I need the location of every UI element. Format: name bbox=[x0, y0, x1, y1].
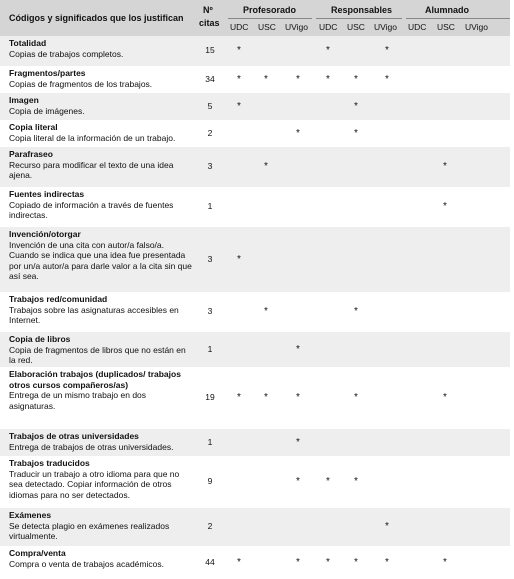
mention-mark: * bbox=[296, 344, 300, 355]
mention-mark: * bbox=[237, 45, 241, 56]
code-title: Trabajos red/comunidad bbox=[9, 294, 108, 304]
code-description: Copia de fragmentos de libros que no están en la red. bbox=[9, 344, 186, 365]
code-title: Copia de libros bbox=[9, 334, 71, 344]
mention-mark: * bbox=[354, 306, 358, 317]
code-description: Se detecta plagio en exámenes realizados virtualmente. bbox=[9, 520, 170, 541]
mention-mark: * bbox=[237, 101, 241, 112]
mention-mark: * bbox=[354, 476, 358, 487]
table-row bbox=[0, 120, 510, 147]
mention-mark: * bbox=[443, 557, 447, 568]
mention-mark: * bbox=[326, 74, 330, 85]
row-label bbox=[9, 122, 194, 143]
citation-count: 34 bbox=[205, 74, 215, 84]
col-resp-udc: UDC bbox=[319, 22, 338, 32]
mention-mark: * bbox=[443, 392, 447, 403]
group-profesorado: Profesorado bbox=[243, 5, 297, 15]
col-prof-uvigo: UVigo bbox=[285, 22, 308, 32]
citation-count: 3 bbox=[207, 306, 213, 316]
row-label bbox=[9, 369, 194, 411]
mention-mark: * bbox=[443, 161, 447, 172]
mention-mark: * bbox=[326, 476, 330, 487]
mention-mark: * bbox=[264, 74, 268, 85]
citation-count: 1 bbox=[207, 344, 213, 354]
mention-mark: * bbox=[237, 392, 241, 403]
table-row bbox=[0, 508, 510, 546]
code-description: Traducir un trabajo a otro idioma para que no sea detectado. Copiar información de otros idiomas para no ser detectados. bbox=[9, 468, 180, 500]
code-title: Trabajos traducidos bbox=[9, 458, 90, 468]
mention-mark: * bbox=[296, 437, 300, 448]
mention-mark: * bbox=[296, 74, 300, 85]
code-description: Copias de trabajos completos. bbox=[9, 48, 124, 59]
code-description: Copiado de información a través de fuentes indirectas. bbox=[9, 199, 174, 220]
col-alum-udc: UDC bbox=[408, 22, 427, 32]
group-divider-profesorado bbox=[228, 18, 312, 19]
group-divider-alumnado bbox=[406, 18, 510, 19]
citation-count: 19 bbox=[205, 392, 215, 402]
code-description: Copias de fragmentos de los trabajos. bbox=[9, 78, 153, 89]
table-row bbox=[0, 93, 510, 120]
mention-mark: * bbox=[326, 557, 330, 568]
table-row bbox=[0, 227, 510, 292]
table-row bbox=[0, 292, 510, 332]
mention-mark: * bbox=[296, 128, 300, 139]
table-row bbox=[0, 429, 510, 456]
mention-mark: * bbox=[385, 74, 389, 85]
table-header bbox=[0, 0, 510, 36]
table-row bbox=[0, 147, 510, 187]
row-label bbox=[9, 95, 194, 116]
code-description: Invención de una cita con autor/a falso/a. Cuando se indica que una idea fue presentada por un/a autor/a para darle valor a la cita sin que así sea. bbox=[9, 239, 192, 281]
code-title: Parafraseo bbox=[9, 149, 53, 159]
mention-mark: * bbox=[326, 45, 330, 56]
row-label bbox=[9, 431, 194, 452]
row-label bbox=[9, 548, 194, 569]
code-title: Invención/otorgar bbox=[9, 229, 81, 239]
code-description: Recurso para modificar el texto de una idea ajena. bbox=[9, 159, 174, 180]
citation-count: 15 bbox=[205, 45, 215, 55]
col-alum-uvigo: UVigo bbox=[465, 22, 488, 32]
code-title: Fragmentos/partes bbox=[9, 68, 86, 78]
mention-mark: * bbox=[354, 392, 358, 403]
citations-header-line2: citas bbox=[199, 18, 220, 28]
mention-mark: * bbox=[264, 161, 268, 172]
mention-mark: * bbox=[296, 392, 300, 403]
row-label bbox=[9, 510, 194, 542]
citation-count: 3 bbox=[207, 254, 213, 264]
mention-mark: * bbox=[237, 254, 241, 265]
row-label bbox=[9, 68, 194, 89]
table-row bbox=[0, 36, 510, 66]
group-responsables: Responsables bbox=[331, 5, 393, 15]
code-title: Elaboración trabajos (duplicados/ trabajos otros cursos compañeros/as) bbox=[9, 369, 181, 390]
citation-count: 44 bbox=[205, 557, 215, 567]
citation-count: 5 bbox=[207, 101, 213, 111]
row-label bbox=[9, 189, 194, 221]
code-title: Exámenes bbox=[9, 510, 52, 520]
col-alum-usc: USC bbox=[437, 22, 455, 32]
mention-mark: * bbox=[443, 201, 447, 212]
code-description: Copia literal de la información de un trabajo. bbox=[9, 132, 176, 143]
citation-count: 9 bbox=[207, 476, 213, 486]
table-row bbox=[0, 187, 510, 227]
col-resp-usc: USC bbox=[347, 22, 365, 32]
col-prof-usc: USC bbox=[258, 22, 276, 32]
mention-mark: * bbox=[354, 128, 358, 139]
code-title: Compra/venta bbox=[9, 548, 66, 558]
mention-mark: * bbox=[385, 521, 389, 532]
codes-header: Códigos y significados que los justifican bbox=[9, 13, 184, 23]
mention-mark: * bbox=[237, 557, 241, 568]
code-title: Trabajos de otras universidades bbox=[9, 431, 139, 441]
row-label bbox=[9, 149, 194, 181]
citation-count: 2 bbox=[207, 128, 213, 138]
code-title: Totalidad bbox=[9, 38, 47, 48]
mention-mark: * bbox=[237, 74, 241, 85]
row-label bbox=[9, 334, 194, 366]
mention-mark: * bbox=[385, 45, 389, 56]
mention-mark: * bbox=[264, 392, 268, 403]
code-description: Entrega de un mismo trabajo en dos asignaturas. bbox=[9, 390, 147, 411]
row-label bbox=[9, 294, 194, 326]
mention-mark: * bbox=[296, 557, 300, 568]
citation-count: 1 bbox=[207, 437, 213, 447]
table-row bbox=[0, 66, 510, 93]
group-alumnado: Alumnado bbox=[425, 5, 469, 15]
row-label bbox=[9, 458, 194, 500]
group-divider-responsables bbox=[316, 18, 402, 19]
col-resp-uvigo: UVigo bbox=[374, 22, 397, 32]
mention-mark: * bbox=[354, 101, 358, 112]
mention-mark: * bbox=[354, 74, 358, 85]
table-row bbox=[0, 546, 510, 579]
code-title: Copia literal bbox=[9, 122, 58, 132]
table-row bbox=[0, 456, 510, 508]
citation-count: 3 bbox=[207, 161, 213, 171]
code-title: Fuentes indirectas bbox=[9, 189, 85, 199]
mention-mark: * bbox=[385, 557, 389, 568]
table-row bbox=[0, 332, 510, 367]
code-title: Imagen bbox=[9, 95, 39, 105]
mention-mark: * bbox=[296, 476, 300, 487]
col-prof-udc: UDC bbox=[230, 22, 249, 32]
citations-header-line1: Nº bbox=[203, 5, 213, 15]
code-description: Entrega de trabajos de otras universidades. bbox=[9, 441, 174, 452]
mention-mark: * bbox=[354, 557, 358, 568]
table-row bbox=[0, 367, 510, 429]
code-description: Copia de imágenes. bbox=[9, 105, 85, 116]
row-label bbox=[9, 38, 194, 59]
code-description: Compra o venta de trabajos académicos. bbox=[9, 558, 164, 569]
code-description: Trabajos sobre las asignaturas accesibles en Internet. bbox=[9, 304, 179, 325]
mention-mark: * bbox=[264, 306, 268, 317]
citation-count: 1 bbox=[207, 201, 213, 211]
row-label bbox=[9, 229, 194, 282]
citation-count: 2 bbox=[207, 521, 213, 531]
